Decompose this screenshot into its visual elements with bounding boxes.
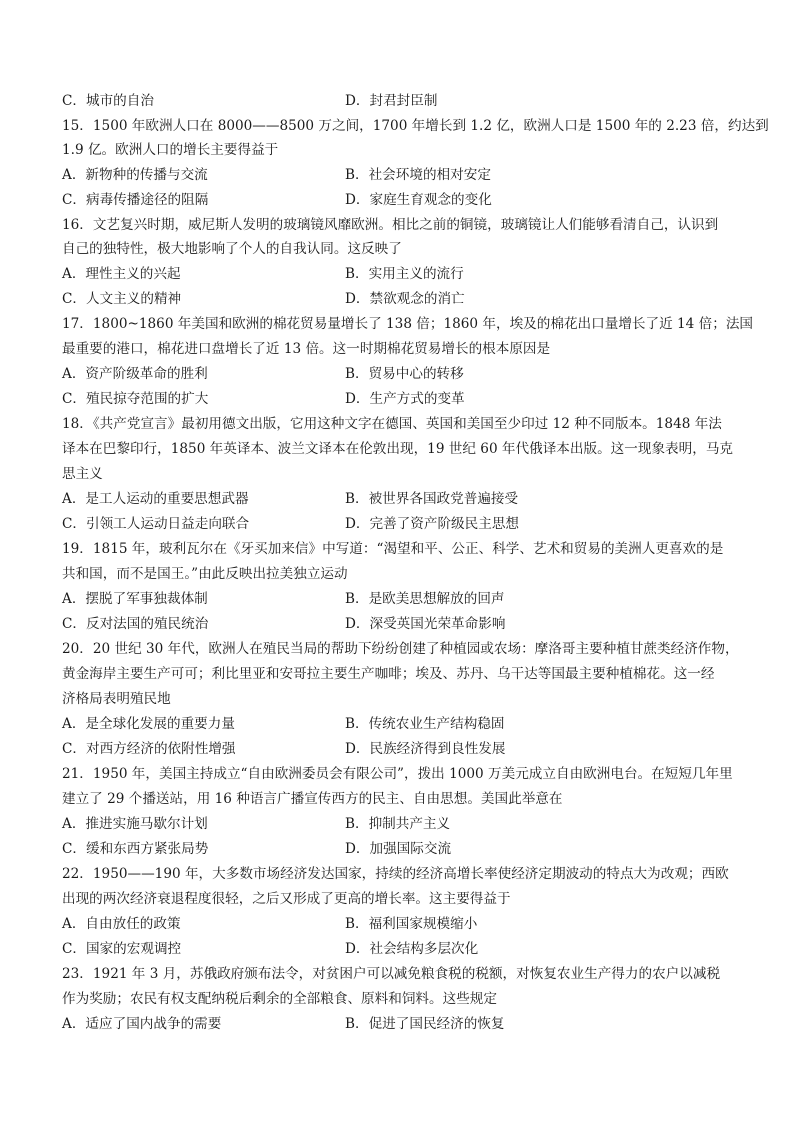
q15-option-b: B．社会环境的相对安定 — [345, 167, 491, 183]
q16-option-d: D．禁欲观念的消亡 — [345, 291, 465, 307]
q19-stem-line2: 共和国，而不是国王。”由此反映出拉美独立运动 — [62, 566, 348, 582]
q22-option-c: C．国家的宏观调控 — [62, 941, 182, 957]
q17-option-c: C．殖民掠夺范围的扩大 — [62, 391, 209, 407]
q16-option-a: A．理性主义的兴起 — [62, 266, 181, 282]
q23-stem-line2: 作为奖励；农民有权支配纳税后剩余的全部粮食、原料和饲料。这些规定 — [62, 991, 497, 1007]
q21-option-c: C．缓和东西方紧张局势 — [62, 841, 209, 857]
q16-option-b: B．实用主义的流行 — [345, 266, 464, 282]
q16-stem-line1: 16．文艺复兴时期，威尼斯人发明的玻璃镜风靡欧洲。相比之前的铜镜，玻璃镜让人们能够看清自己，认识到 — [62, 217, 719, 233]
q20-stem-line1: 20．20 世纪 30 年代，欧洲人在殖民当局的帮助下纷纷创建了种植园或农场：摩洛哥主要种植甘蔗类经济作物， — [62, 641, 739, 657]
q21-stem-line1: 21．1950 年，美国主持成立“自由欧洲委员会有限公司”，拨出 1000 万美元成立自由欧洲电台。在短短几年里 — [62, 766, 733, 782]
q22-stem-line2: 出现的两次经济衰退程度很轻，之后又形成了更高的增长率。这主要得益于 — [62, 891, 511, 907]
q21-option-a: A．推进实施马歇尔计划 — [62, 816, 208, 832]
q18-option-c: C．引领工人运动日益走向联合 — [62, 516, 250, 532]
q17-option-d: D．生产方式的变革 — [345, 391, 465, 407]
prev-option-d: D．封君封臣制 — [345, 93, 438, 109]
q20-option-a: A．是全球化发展的重要力量 — [62, 716, 235, 732]
q22-option-d: D．社会结构多层次化 — [345, 941, 479, 957]
q19-option-a: A．摆脱了军事独裁体制 — [62, 591, 208, 607]
q19-option-c: C．反对法国的殖民统治 — [62, 616, 209, 632]
q16-option-c: C．人文主义的精神 — [62, 291, 182, 307]
q17-option-b: B．贸易中心的转移 — [345, 366, 464, 382]
q19-stem-line1: 19．1815 年，玻利瓦尔在《牙买加来信》中写道：“渴望和平、公正、科学、艺术和贸易的美洲人更喜欢的是 — [62, 541, 724, 557]
q18-option-d: D．完善了资产阶级民主思想 — [345, 516, 520, 532]
q21-option-b: B．抑制共产主义 — [345, 816, 451, 832]
q15-option-a: A．新物种的传播与交流 — [62, 167, 208, 183]
q23-option-b: B．促进了国民经济的恢复 — [345, 1016, 505, 1032]
q15-stem-line2: 1.9 亿。欧洲人口的增长主要得益于 — [62, 142, 279, 158]
q22-option-b: B．福利国家规模缩小 — [345, 916, 478, 932]
q20-option-d: D．民族经济得到良性发展 — [345, 741, 506, 757]
q21-option-d: D．加强国际交流 — [345, 841, 452, 857]
q15-option-d: D．家庭生育观念的变化 — [345, 192, 492, 208]
q16-stem-line2: 自己的独特性，极大地影响了个人的自我认同。这反映了 — [62, 241, 402, 257]
q18-stem-line2: 译本在巴黎印行，1850 年英译本、波兰文译本在伦敦出现，19 世纪 60 年代俄译本出版。这一现象表明，马克 — [62, 441, 734, 457]
q17-stem-line1: 17．1800~1860 年美国和欧洲的棉花贸易量增长了 138 倍；1860 年，埃及的棉花出口量增长了近 14 倍；法国 — [62, 316, 754, 332]
q17-option-a: A．资产阶级革命的胜利 — [62, 366, 208, 382]
q20-option-c: C．对西方经济的依附性增强 — [62, 741, 236, 757]
q18-option-a: A．是工人运动的重要思想武器 — [62, 491, 249, 507]
q23-option-a: A．适应了国内战争的需要 — [62, 1016, 222, 1032]
q18-stem-line1: 18．《共产党宣言》最初用德文出版，它用这种文字在德国、英国和美国至少印过 12 种不同版本。1848 年法 — [62, 416, 722, 432]
q22-stem-line1: 22．1950——190 年，大多数市场经济发达国家，持续的经济高增长率使经济定期波动的特点大为改观；西欧 — [62, 866, 729, 882]
q20-stem-line3: 济格局表明殖民地 — [62, 691, 171, 707]
prev-option-c: C．城市的自治 — [62, 93, 154, 109]
q18-stem-line3: 思主义 — [62, 466, 103, 482]
q17-stem-line2: 最重要的港口，棉花进口盘增长了近 13 倍。这一时期棉花贸易增长的根本原因是 — [62, 341, 551, 357]
q18-option-b: B．被世界各国政党普遍接受 — [345, 491, 519, 507]
q15-stem-line1: 15．1500 年欧洲人口在 8000——8500 万之间，1700 年增长到 1.2 亿，欧洲人口是 1500 年的 2.23 倍，约达到 — [62, 118, 769, 134]
q19-option-d: D．深受英国光荣革命影响 — [345, 616, 506, 632]
q22-option-a: A．自由放任的政策 — [62, 916, 181, 932]
q20-stem-line2: 黄金海岸主要生产可可；利比里亚和安哥拉主要生产咖啡；埃及、苏丹、乌干达等国最主要种植棉花。这一经 — [62, 666, 715, 682]
q20-option-b: B．传统农业生产结构稳固 — [345, 716, 505, 732]
q15-option-c: C．病毒传播途径的阻隔 — [62, 192, 209, 208]
q19-option-b: B．是欧美思想解放的回声 — [345, 591, 505, 607]
q21-stem-line2: 建立了 29 个播送站，用 16 种语言广播宣传西方的民主、自由思想。美国此举意在 — [62, 791, 563, 807]
q23-stem-line1: 23．1921 年 3 月，苏俄政府颁布法令，对贫困户可以减免粮食税的税额，对恢复农业生产得力的农户以减税 — [62, 966, 721, 982]
